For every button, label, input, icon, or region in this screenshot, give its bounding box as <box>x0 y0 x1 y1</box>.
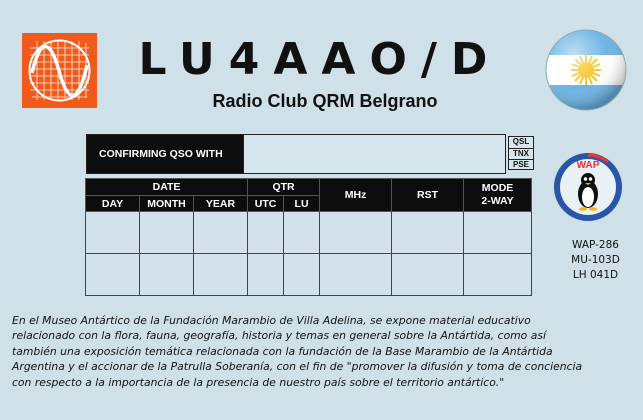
header-lu: LU <box>284 196 320 212</box>
argentina-flag-sphere-icon <box>545 29 627 111</box>
confirm-callsign-field[interactable] <box>243 135 505 173</box>
reference-wap: WAP-286 <box>572 239 619 251</box>
cell-year[interactable] <box>194 212 248 254</box>
header-month: MONTH <box>140 196 194 212</box>
header-mode-line1: MODE <box>481 182 514 194</box>
header-utc: UTC <box>248 196 284 212</box>
cell-mhz[interactable] <box>320 254 392 296</box>
description-line: relacionado con la flora, fauna, geografía, historia y temas en general sobre la Antártida, como así <box>12 329 546 343</box>
museum-description <box>12 313 637 390</box>
wap-penguin-logo <box>553 152 623 222</box>
cell-utc[interactable] <box>248 212 284 254</box>
description-line: también una exposición temática relacionada con la fundación de la Base Marambio de la Antártida <box>12 344 553 358</box>
cell-rst[interactable] <box>392 254 464 296</box>
description-line: En el Museo Antártico de la Fundación Marambio de Villa Adelina, se expone material educativo <box>12 314 531 327</box>
description-line: con respecto a la importancia de la presencia de nuestro país sobre el territorio antártico." <box>12 375 505 389</box>
cell-day[interactable] <box>86 212 140 254</box>
header-date: DATE <box>86 179 248 196</box>
cell-day[interactable] <box>86 254 140 296</box>
tnx-label: TNX <box>509 149 533 161</box>
svg-text:WAP: WAP <box>576 160 600 171</box>
club-name: Radio Club QRM Belgrano <box>212 91 438 111</box>
reference-list <box>548 238 643 283</box>
qsl-label: QSL <box>509 137 533 149</box>
header-mode-line2: 2-WAY <box>481 195 514 207</box>
description-line: Argentina y el accionar de la Patrulla Soberanía, con el fin de "promover la difusión y toma de conciencia <box>12 360 583 374</box>
waveform-grid-logo <box>22 33 97 108</box>
cell-year[interactable] <box>194 254 248 296</box>
confirm-row <box>86 134 506 174</box>
cell-utc[interactable] <box>248 254 284 296</box>
confirm-label: CONFIRMING QSO WITH <box>87 135 243 173</box>
cell-lu[interactable] <box>284 254 320 296</box>
pse-label: PSE <box>512 160 529 169</box>
cell-lu[interactable] <box>284 212 320 254</box>
cell-month[interactable] <box>140 212 194 254</box>
cell-mode[interactable] <box>464 212 532 254</box>
cell-rst[interactable] <box>392 212 464 254</box>
qsl-box <box>508 136 534 170</box>
cell-month[interactable] <box>140 254 194 296</box>
reference-lh: LH 041D <box>572 269 619 281</box>
header-day: DAY <box>86 196 140 212</box>
qso-log-table <box>85 178 532 296</box>
header-mhz: MHz <box>320 179 392 212</box>
reference-mu: MU-103D <box>571 254 620 266</box>
cell-mode[interactable] <box>464 254 532 296</box>
header-rst: RST <box>392 179 464 212</box>
callsign: LU4AAO/D <box>138 34 502 85</box>
table-row <box>86 212 532 254</box>
header-qtr: QTR <box>248 179 320 196</box>
table-row <box>86 254 532 296</box>
cell-mhz[interactable] <box>320 212 392 254</box>
header-year: YEAR <box>194 196 248 212</box>
header-mode <box>464 179 532 212</box>
